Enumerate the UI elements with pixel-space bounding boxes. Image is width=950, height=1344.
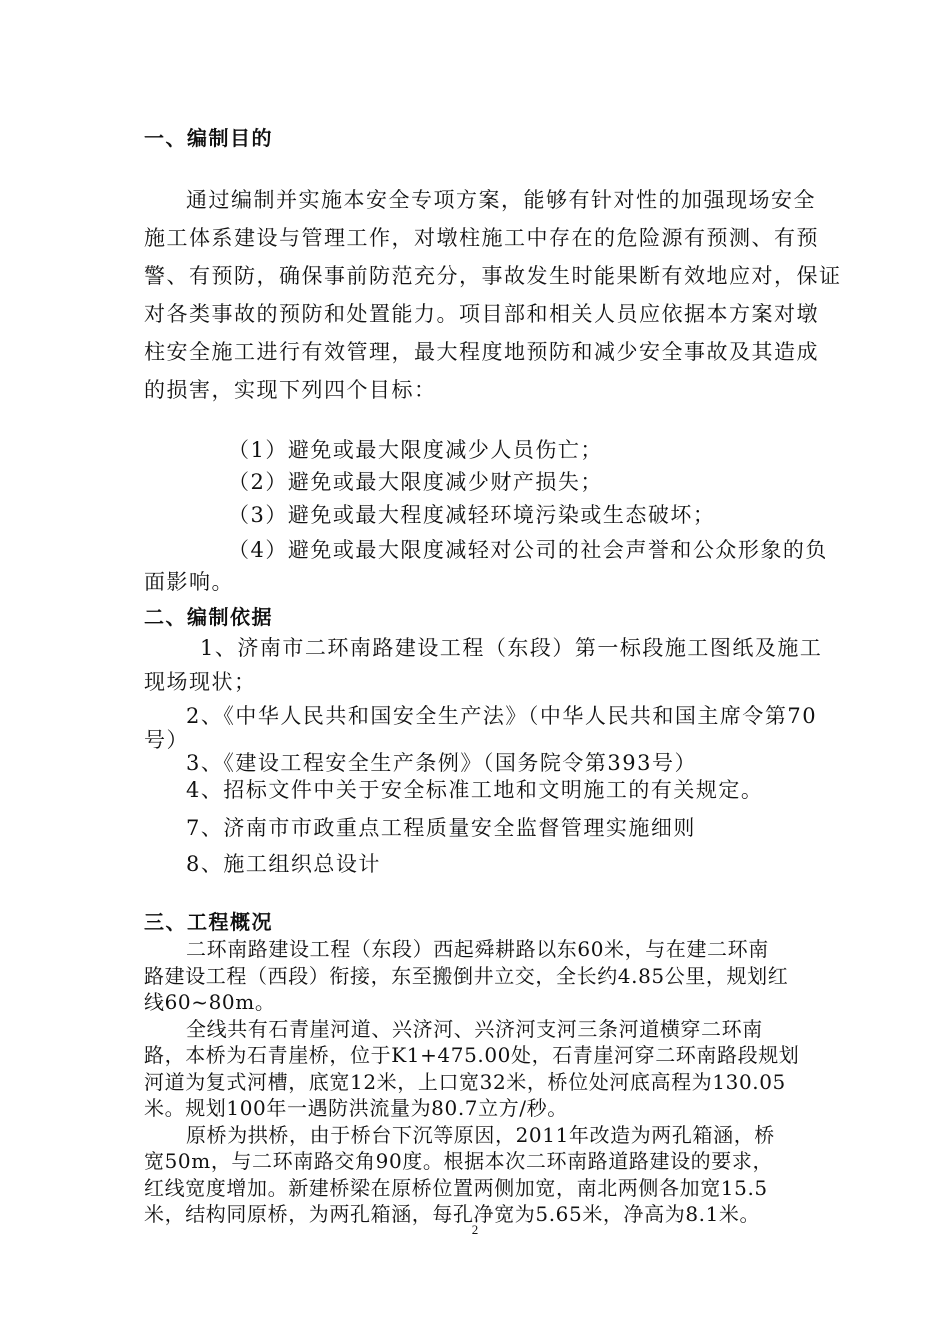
- section-heading-purpose: 一、编制目的: [144, 126, 273, 150]
- paragraph-line: 对各类事故的预防和处置能力。项目部和相关人员应依据本方案对墩: [144, 302, 819, 326]
- goal-item: （4）避免或最大限度减轻对公司的社会声誉和公众形象的负: [228, 538, 828, 562]
- paragraph-line: 施工体系建设与管理工作，对墩柱施工中存在的危险源有预测、有预: [144, 226, 819, 250]
- goal-item: （3）避免或最大程度减轻环境污染或生态破坏；: [228, 503, 716, 527]
- overview-line: 米。规划100年一遇防洪流量为80.7立方/秒。: [144, 1096, 568, 1120]
- overview-line: 红线宽度增加。新建桥梁在原桥位置两侧加宽，南北两侧各加宽15.5: [144, 1176, 768, 1200]
- overview-line: 路，本桥为石青崖桥，位于K1+475.00处，石青崖河穿二环南路段规划: [144, 1043, 800, 1067]
- paragraph-line: 通过编制并实施本安全专项方案，能够有针对性的加强现场安全: [186, 188, 816, 212]
- paragraph-line: 警、有预防，确保事前防范充分，事故发生时能果断有效地应对，保证: [144, 264, 842, 288]
- basis-item: 1、济南市二环南路建设工程（东段）第一标段施工图纸及施工: [200, 636, 823, 660]
- overview-line: 线60~80m。: [144, 990, 276, 1014]
- basis-item: 3、《建设工程安全生产条例》（国务院令第393号）: [186, 751, 697, 775]
- overview-line: 宽50m，与二环南路交角90度。根据本次二环南路道路建设的要求，: [144, 1149, 774, 1173]
- overview-line: 二环南路建设工程（东段）西起舜耕路以东60米，与在建二环南: [186, 937, 769, 961]
- overview-line: 路建设工程（西段）衔接，东至搬倒井立交，全长约4.85公里，规划红: [144, 964, 789, 988]
- goal-item: （1）避免或最大限度减少人员伤亡；: [228, 438, 603, 462]
- overview-line: 原桥为拱桥，由于桥台下沉等原因，2011年改造为两孔箱涵，桥: [186, 1123, 775, 1147]
- overview-line: 河道为复式河槽，底宽12米，上口宽32米，桥位处河底高程为130.05: [144, 1070, 786, 1094]
- page-number: 2: [471, 1222, 479, 1237]
- basis-item: 4、招标文件中关于安全标准工地和文明施工的有关规定。: [186, 778, 764, 802]
- goal-item-continuation: 面影响。: [144, 570, 234, 594]
- paragraph-line: 的损害，实现下列四个目标：: [144, 378, 437, 402]
- overview-line: 全线共有石青崖河道、兴济河、兴济河支河三条河道横穿二环南: [186, 1017, 763, 1041]
- paragraph-line: 柱安全施工进行有效管理，最大程度地预防和减少安全事故及其造成: [144, 340, 819, 364]
- basis-item-continuation: 现场现状；: [144, 670, 257, 694]
- section-heading-basis: 二、编制依据: [144, 605, 273, 629]
- overview-line: 米，结构同原桥，为两孔箱涵，每孔净宽为5.65米，净高为8.1米。: [144, 1202, 761, 1226]
- section-heading-overview: 三、工程概况: [144, 910, 273, 934]
- basis-item-continuation: 号）: [144, 728, 189, 752]
- basis-item: 8、施工组织总设计: [186, 852, 381, 876]
- basis-item: 7、济南市市政重点工程质量安全监督管理实施细则: [186, 816, 696, 840]
- goal-item: （2）避免或最大限度减少财产损失；: [228, 470, 603, 494]
- basis-item: 2、《中华人民共和国安全生产法》（中华人民共和国主席令第70: [186, 704, 818, 728]
